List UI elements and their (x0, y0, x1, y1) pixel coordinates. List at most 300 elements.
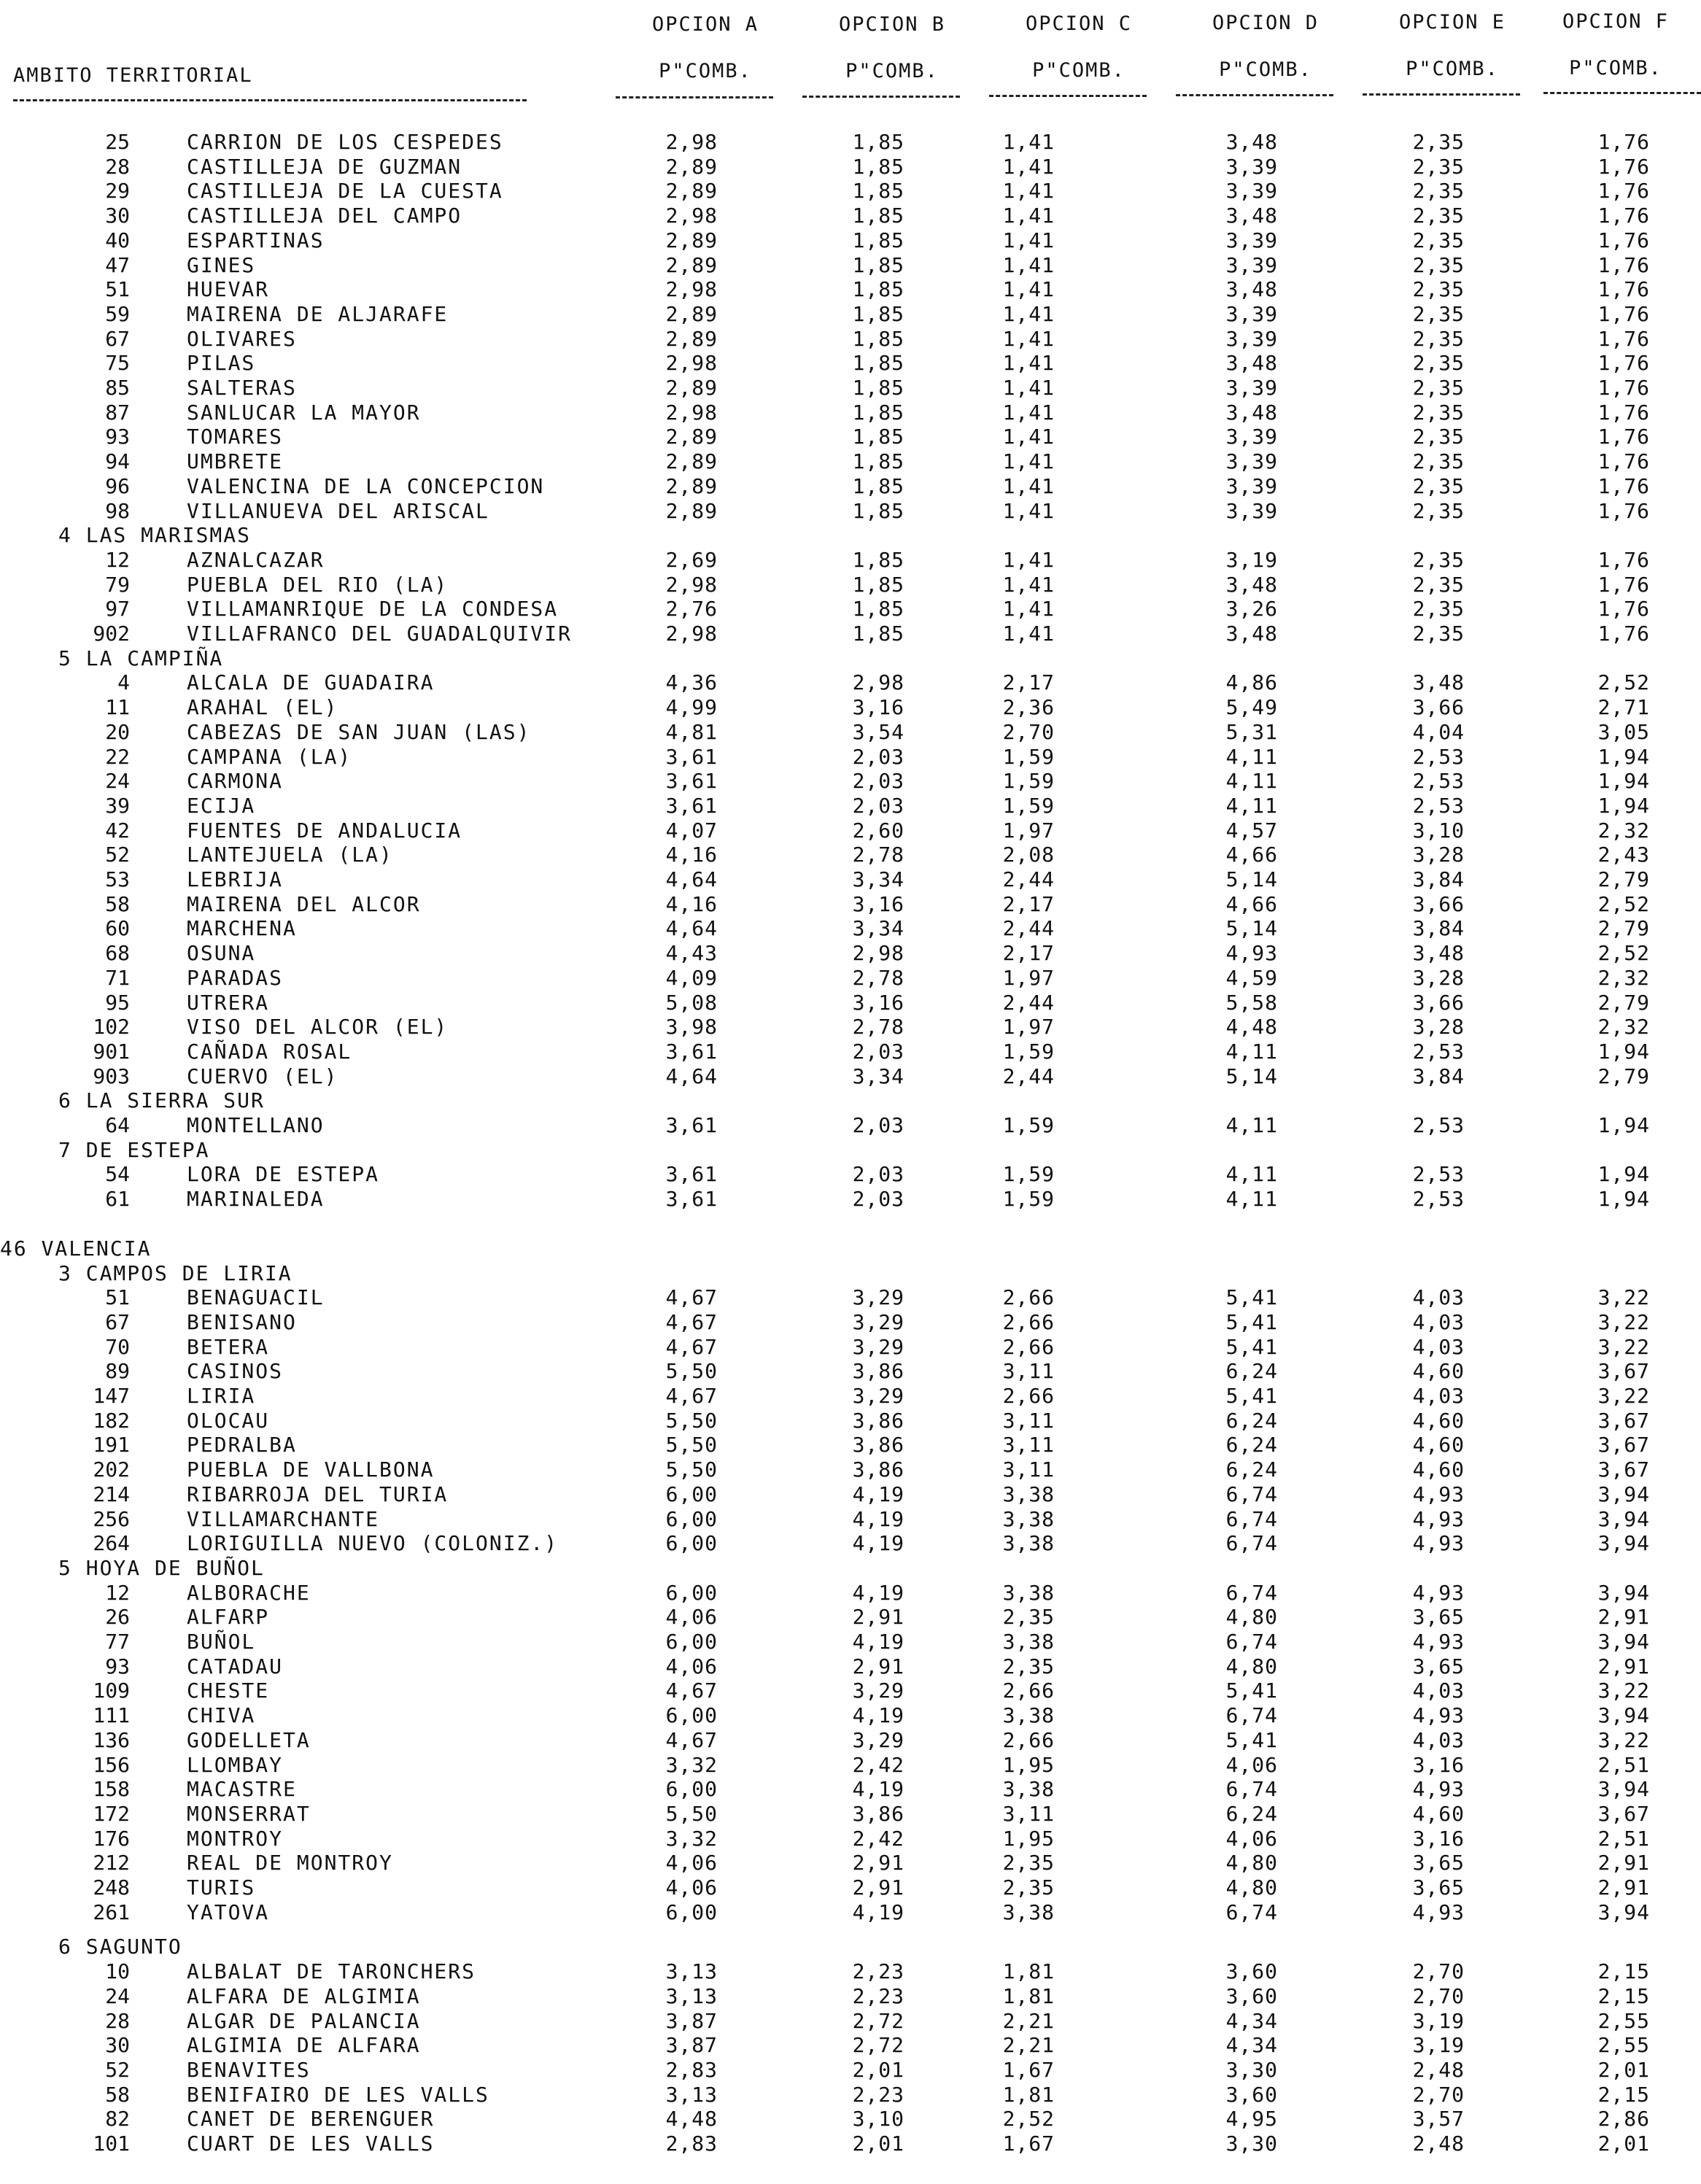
value-option-f: 1,76 (1597, 400, 1650, 425)
value-option-b: 1,85 (852, 252, 904, 277)
value-option-a: 2,89 (665, 179, 718, 204)
value-option-b: 2,91 (852, 1875, 904, 1900)
value-option-b: 1,85 (852, 400, 904, 425)
municipality-name: MARCHENA (187, 916, 297, 941)
value-option-b: 3,29 (852, 1727, 904, 1752)
table-row (0, 1457, 1701, 1482)
value-option-c: 2,21 (1002, 2008, 1055, 2033)
municipality-name: ALBALAT DE TARONCHERS (187, 1959, 476, 1984)
value-option-e: 4,60 (1412, 1408, 1465, 1433)
value-option-e: 2,35 (1412, 228, 1465, 252)
value-option-b: 1,85 (852, 130, 904, 154)
municipality-name: GINES (187, 252, 256, 277)
municipality-name: CHESTE (187, 1678, 270, 1703)
value-option-d: 5,41 (1225, 1285, 1278, 1310)
municipality-code: 59 (105, 301, 130, 326)
value-option-c: 2,66 (1002, 1384, 1055, 1408)
value-option-b: 3,29 (852, 1384, 904, 1408)
option-e-heading: OPCION E (1398, 11, 1506, 34)
value-option-b: 1,85 (852, 498, 904, 523)
value-option-c: 1,41 (1002, 154, 1055, 179)
value-option-e: 2,35 (1412, 449, 1465, 474)
table-row (0, 867, 1701, 892)
comarca-heading-row (0, 1088, 1701, 1113)
municipality-code: 82 (105, 2107, 130, 2131)
value-option-f: 2,51 (1597, 1826, 1650, 1851)
municipality-name: ARAHAL (EL) (187, 695, 338, 720)
value-option-c: 1,95 (1002, 1752, 1055, 1777)
value-option-c: 3,38 (1002, 1703, 1055, 1728)
value-option-a: 4,16 (665, 891, 718, 916)
municipality-name: CUERVO (EL) (187, 1064, 338, 1088)
value-option-d: 5,58 (1225, 990, 1278, 1015)
value-option-b: 3,86 (852, 1408, 904, 1433)
value-option-b: 4,19 (852, 1630, 904, 1654)
value-option-d: 4,06 (1225, 1826, 1278, 1851)
value-option-a: 5,08 (665, 990, 718, 1015)
table-row (0, 1678, 1701, 1703)
value-option-a: 4,67 (665, 1285, 718, 1310)
municipality-name: SALTERAS (187, 376, 297, 400)
value-option-c: 2,17 (1002, 891, 1055, 916)
value-option-d: 4,80 (1225, 1654, 1278, 1678)
value-option-e: 3,66 (1412, 990, 1465, 1015)
value-option-d: 5,49 (1225, 695, 1278, 720)
value-option-e: 4,60 (1412, 1433, 1465, 1457)
value-option-b: 3,86 (852, 1433, 904, 1457)
table-row (0, 499, 1701, 524)
municipality-name: FUENTES DE ANDALUCIA (187, 818, 462, 843)
municipality-code: 67 (105, 326, 130, 351)
table-row (0, 1039, 1701, 1064)
value-option-e: 3,16 (1412, 1826, 1465, 1851)
municipality-name: MONTROY (187, 1826, 284, 1851)
value-option-c: 1,41 (1002, 326, 1055, 351)
option-f-heading: OPCION F (1562, 10, 1670, 33)
value-option-c: 1,41 (1002, 425, 1055, 449)
municipality-code: 28 (105, 2008, 130, 2033)
value-option-c: 2,35 (1002, 1875, 1055, 1900)
value-option-f: 3,94 (1597, 1630, 1650, 1654)
value-option-f: 3,94 (1597, 1482, 1650, 1506)
municipality-name: BENIFAIRO DE LES VALLS (187, 2082, 489, 2107)
value-option-c: 1,97 (1002, 818, 1055, 843)
municipality-code: 93 (105, 425, 130, 449)
value-option-f: 1,94 (1597, 1187, 1650, 1212)
value-option-b: 2,03 (852, 769, 904, 794)
value-option-c: 3,38 (1002, 1777, 1055, 1802)
municipality-name: VILLAMANRIQUE DE LA CONDESA (187, 597, 559, 621)
value-option-b: 3,34 (852, 1064, 904, 1088)
value-option-b: 2,78 (852, 965, 904, 990)
table-row (0, 1310, 1701, 1335)
value-option-b: 3,54 (852, 719, 904, 744)
municipality-name: ALGIMIA DE ALFARA (187, 2033, 421, 2058)
municipality-code: 147 (93, 1384, 130, 1408)
value-option-c: 3,38 (1002, 1506, 1055, 1531)
municipality-code: 51 (105, 277, 130, 302)
table-row (0, 1162, 1701, 1187)
municipality-name: CARRION DE LOS CESPEDES (187, 130, 503, 154)
comarca-heading: 6 SAGUNTO (58, 1935, 182, 1959)
value-option-b: 3,29 (852, 1678, 904, 1703)
value-option-d: 6,74 (1225, 1703, 1278, 1728)
value-option-e: 4,93 (1412, 1482, 1465, 1506)
value-option-d: 5,41 (1225, 1678, 1278, 1703)
comarca-heading: 6 LA SIERRA SUR (58, 1088, 265, 1113)
comarca-heading: 5 HOYA DE BUÑOL (58, 1555, 265, 1580)
value-option-c: 2,66 (1002, 1727, 1055, 1752)
municipality-code: 64 (105, 1113, 130, 1137)
value-option-e: 4,93 (1412, 1703, 1465, 1728)
table-row (0, 1703, 1701, 1728)
municipality-code: 136 (93, 1727, 130, 1752)
value-option-a: 4,67 (665, 1384, 718, 1408)
value-option-c: 2,35 (1002, 1605, 1055, 1630)
value-option-c: 2,08 (1002, 843, 1055, 867)
municipality-code: 52 (105, 843, 130, 867)
municipality-name: LIRIA (187, 1384, 256, 1408)
value-option-b: 1,85 (852, 473, 904, 498)
value-option-b: 3,86 (852, 1457, 904, 1482)
value-option-d: 4,11 (1225, 744, 1278, 769)
table-row (0, 1384, 1701, 1409)
municipality-code: 903 (93, 1064, 130, 1088)
value-option-a: 3,87 (665, 2033, 718, 2058)
option-b-heading: OPCION B (838, 13, 946, 36)
value-option-a: 4,36 (665, 670, 718, 695)
value-option-a: 3,13 (665, 1983, 718, 2008)
value-option-c: 1,97 (1002, 965, 1055, 990)
value-option-d: 6,74 (1225, 1900, 1278, 1924)
value-option-a: 6,00 (665, 1482, 718, 1506)
value-option-f: 1,76 (1597, 252, 1650, 277)
value-option-d: 4,48 (1225, 1015, 1278, 1039)
value-option-a: 4,06 (665, 1851, 718, 1875)
municipality-name: MAIRENA DE ALJARAFE (187, 301, 449, 326)
value-option-f: 3,22 (1597, 1727, 1650, 1752)
value-option-d: 6,24 (1225, 1359, 1278, 1384)
value-option-f: 2,52 (1597, 891, 1650, 916)
municipality-name: BENAGUACIL (187, 1285, 325, 1310)
municipality-name: PUEBLA DEL RIO (LA) (187, 572, 449, 597)
municipality-name: ALFARP (187, 1605, 270, 1630)
value-option-f: 3,22 (1597, 1285, 1650, 1310)
value-option-a: 3,87 (665, 2008, 718, 2033)
municipality-name: BENISANO (187, 1309, 297, 1334)
table-row (0, 548, 1701, 573)
comarca-heading-row (0, 1556, 1701, 1581)
table-row (0, 1531, 1701, 1556)
table-row (0, 1900, 1701, 1925)
municipality-name: CABEZAS DE SAN JUAN (LAS) (187, 719, 531, 744)
municipality-name: CAMPANA (LA) (187, 744, 352, 769)
table-row (0, 1827, 1701, 1851)
table-row (0, 2033, 1701, 2058)
option-c-heading: OPCION C (1025, 12, 1133, 35)
value-option-c: 2,52 (1002, 2107, 1055, 2131)
value-option-b: 2,91 (852, 1851, 904, 1875)
value-option-d: 4,66 (1225, 843, 1278, 867)
municipality-name: CASTILLEJA DEL CAMPO (187, 204, 462, 228)
table-row (0, 1335, 1701, 1360)
value-option-c: 2,70 (1002, 719, 1055, 744)
table-row (0, 621, 1701, 646)
table-row (0, 941, 1701, 966)
value-option-f: 3,94 (1597, 1703, 1650, 1728)
option-d-heading: OPCION D (1212, 12, 1320, 34)
value-option-b: 1,85 (852, 228, 904, 252)
value-option-a: 4,43 (665, 941, 718, 966)
municipality-code: 22 (105, 744, 130, 769)
table-row (0, 1507, 1701, 1532)
value-option-e: 2,35 (1412, 154, 1465, 179)
value-option-d: 6,74 (1225, 1531, 1278, 1556)
value-option-e: 3,65 (1412, 1654, 1465, 1678)
value-option-d: 3,48 (1225, 130, 1278, 154)
value-option-d: 3,39 (1225, 498, 1278, 523)
value-option-d: 3,48 (1225, 572, 1278, 597)
value-option-b: 2,91 (852, 1654, 904, 1678)
value-option-c: 2,66 (1002, 1334, 1055, 1359)
table-row (0, 695, 1701, 720)
value-option-b: 2,03 (852, 1039, 904, 1064)
value-option-a: 4,64 (665, 1064, 718, 1088)
municipality-name: BETERA (187, 1334, 270, 1359)
municipality-code: 12 (105, 1580, 130, 1605)
value-option-a: 4,48 (665, 2107, 718, 2131)
value-option-d: 3,39 (1225, 473, 1278, 498)
value-option-e: 3,84 (1412, 867, 1465, 891)
municipality-code: 47 (105, 252, 130, 277)
value-option-e: 3,65 (1412, 1875, 1465, 1900)
value-option-b: 2,72 (852, 2008, 904, 2033)
municipality-code: 79 (105, 572, 130, 597)
value-option-a: 2,89 (665, 498, 718, 523)
municipality-name: LLOMBAY (187, 1752, 284, 1777)
value-option-b: 1,85 (852, 376, 904, 400)
municipality-code: 96 (105, 473, 130, 498)
value-option-e: 2,35 (1412, 597, 1465, 621)
value-option-a: 3,32 (665, 1752, 718, 1777)
value-option-f: 3,67 (1597, 1433, 1650, 1457)
value-option-e: 2,35 (1412, 376, 1465, 400)
table-row (0, 1359, 1701, 1384)
value-option-d: 4,80 (1225, 1851, 1278, 1875)
municipality-name: LANTEJUELA (LA) (187, 843, 393, 867)
table-row (0, 1753, 1701, 1778)
value-option-d: 6,24 (1225, 1433, 1278, 1457)
municipality-code: 89 (105, 1359, 130, 1384)
value-option-b: 2,78 (852, 843, 904, 867)
option-d-subheading: P"COMB. (1219, 58, 1312, 81)
value-option-d: 4,66 (1225, 891, 1278, 916)
municipality-code: 93 (105, 1654, 130, 1678)
value-option-f: 2,01 (1597, 2131, 1650, 2156)
value-option-e: 2,70 (1412, 1983, 1465, 2008)
value-option-d: 4,93 (1225, 941, 1278, 966)
value-option-d: 4,06 (1225, 1752, 1278, 1777)
value-option-c: 1,81 (1002, 1959, 1055, 1984)
option-e-subheading: P"COMB. (1406, 58, 1499, 80)
value-option-d: 6,74 (1225, 1506, 1278, 1531)
value-option-d: 4,11 (1225, 1162, 1278, 1187)
municipality-name: ALGAR DE PALANCIA (187, 2008, 421, 2033)
value-option-e: 4,04 (1412, 719, 1465, 744)
municipality-name: OSUNA (187, 941, 256, 966)
value-option-d: 4,80 (1225, 1875, 1278, 1900)
comarca-heading-row (0, 1261, 1701, 1286)
municipality-name: BUÑOL (187, 1630, 256, 1654)
value-option-b: 2,01 (852, 2057, 904, 2082)
value-option-f: 2,55 (1597, 2008, 1650, 2033)
value-option-a: 3,61 (665, 1039, 718, 1064)
value-option-f: 1,76 (1597, 179, 1650, 204)
table-row (0, 916, 1701, 941)
municipality-code: 901 (93, 1039, 130, 1064)
value-option-b: 2,03 (852, 793, 904, 818)
value-option-c: 2,36 (1002, 695, 1055, 720)
value-option-c: 2,17 (1002, 941, 1055, 966)
value-option-b: 1,85 (852, 572, 904, 597)
municipality-code: 30 (105, 2033, 130, 2058)
municipality-code: 11 (105, 695, 130, 720)
municipality-code: 109 (93, 1678, 130, 1703)
value-option-f: 3,22 (1597, 1334, 1650, 1359)
table-row (0, 745, 1701, 770)
value-option-d: 3,48 (1225, 204, 1278, 228)
table-row (0, 425, 1701, 449)
value-option-f: 3,94 (1597, 1777, 1650, 1802)
value-option-a: 6,00 (665, 1580, 718, 1605)
province-heading: 46 VALENCIA (0, 1236, 152, 1261)
value-option-a: 3,61 (665, 744, 718, 769)
value-option-c: 1,41 (1002, 621, 1055, 646)
municipality-code: 158 (93, 1777, 130, 1802)
value-option-d: 4,11 (1225, 769, 1278, 794)
municipality-code: 94 (105, 449, 130, 474)
municipality-name: LORIGUILLA NUEVO (COLONIZ.) (187, 1531, 559, 1556)
value-option-d: 4,34 (1225, 2008, 1278, 2033)
value-option-a: 4,06 (665, 1875, 718, 1900)
value-option-f: 2,86 (1597, 2107, 1650, 2131)
value-option-c: 1,41 (1002, 400, 1055, 425)
value-option-b: 4,19 (852, 1482, 904, 1506)
comarca-heading: 5 LA CAMPIÑA (58, 646, 224, 670)
table-row (0, 1630, 1701, 1654)
value-option-c: 3,11 (1002, 1433, 1055, 1457)
value-option-c: 2,35 (1002, 1654, 1055, 1678)
value-option-d: 4,34 (1225, 2033, 1278, 2058)
value-option-f: 1,76 (1597, 498, 1650, 523)
value-option-f: 1,94 (1597, 744, 1650, 769)
value-option-a: 4,16 (665, 843, 718, 867)
value-option-c: 1,41 (1002, 473, 1055, 498)
value-option-b: 1,85 (852, 277, 904, 302)
value-option-c: 3,38 (1002, 1482, 1055, 1506)
municipality-name: RIBARROJA DEL TURIA (187, 1482, 449, 1506)
municipality-code: 256 (93, 1506, 130, 1531)
value-option-a: 2,89 (665, 228, 718, 252)
value-option-e: 3,84 (1412, 1064, 1465, 1088)
value-option-b: 1,85 (852, 154, 904, 179)
municipality-name: OLOCAU (187, 1408, 270, 1433)
value-option-d: 3,48 (1225, 621, 1278, 646)
value-option-b: 2,03 (852, 744, 904, 769)
value-option-d: 3,39 (1225, 154, 1278, 179)
value-option-e: 4,93 (1412, 1506, 1465, 1531)
municipality-name: PEDRALBA (187, 1433, 297, 1457)
municipality-code: 87 (105, 400, 130, 425)
table-row (0, 2107, 1701, 2131)
value-option-d: 5,41 (1225, 1384, 1278, 1408)
value-option-a: 3,32 (665, 1826, 718, 1851)
value-option-d: 6,74 (1225, 1482, 1278, 1506)
value-option-b: 1,85 (852, 425, 904, 449)
value-option-a: 4,07 (665, 818, 718, 843)
value-option-d: 5,41 (1225, 1334, 1278, 1359)
value-option-f: 2,79 (1597, 867, 1650, 891)
value-option-e: 3,66 (1412, 695, 1465, 720)
value-option-e: 2,35 (1412, 547, 1465, 572)
value-option-f: 1,94 (1597, 793, 1650, 818)
municipality-code: 102 (93, 1015, 130, 1039)
table-row (0, 1015, 1701, 1039)
value-option-c: 2,44 (1002, 1064, 1055, 1088)
value-option-a: 4,67 (665, 1334, 718, 1359)
value-option-a: 3,98 (665, 1015, 718, 1039)
value-option-e: 2,35 (1412, 130, 1465, 154)
value-option-e: 2,53 (1412, 793, 1465, 818)
table-row (0, 966, 1701, 991)
value-option-f: 2,52 (1597, 941, 1650, 966)
option-c-subheading: P"COMB. (1032, 59, 1125, 82)
municipality-code: 52 (105, 2057, 130, 2082)
value-option-d: 5,14 (1225, 916, 1278, 941)
municipality-name: ALFARA DE ALGIMIA (187, 1983, 421, 2008)
value-option-e: 4,03 (1412, 1309, 1465, 1334)
value-option-f: 2,79 (1597, 1064, 1650, 1088)
municipality-name: LORA DE ESTEPA (187, 1162, 380, 1187)
value-option-b: 1,85 (852, 621, 904, 646)
value-option-e: 4,03 (1412, 1285, 1465, 1310)
value-option-b: 1,85 (852, 326, 904, 351)
value-option-d: 3,39 (1225, 301, 1278, 326)
value-option-f: 2,52 (1597, 670, 1650, 695)
value-option-b: 2,60 (852, 818, 904, 843)
value-option-f: 1,94 (1597, 1162, 1650, 1187)
value-option-e: 2,35 (1412, 277, 1465, 302)
value-option-a: 2,98 (665, 204, 718, 228)
table-row (0, 2131, 1701, 2156)
municipality-code: 95 (105, 990, 130, 1015)
value-option-c: 1,81 (1002, 2082, 1055, 2107)
value-option-c: 2,66 (1002, 1309, 1055, 1334)
table-row (0, 400, 1701, 425)
table-row (0, 376, 1701, 400)
value-option-c: 1,41 (1002, 449, 1055, 474)
value-option-e: 2,35 (1412, 621, 1465, 646)
option-f-subheading: P"COMB. (1569, 57, 1662, 80)
municipality-code: 212 (93, 1851, 130, 1875)
value-option-f: 2,71 (1597, 695, 1650, 720)
value-option-c: 1,41 (1002, 179, 1055, 204)
municipality-name: ALCALA DE GUADAIRA (187, 670, 435, 695)
value-option-d: 4,11 (1225, 1187, 1278, 1212)
table-row (0, 1654, 1701, 1679)
value-option-b: 3,16 (852, 990, 904, 1015)
municipality-code: 28 (105, 154, 130, 179)
